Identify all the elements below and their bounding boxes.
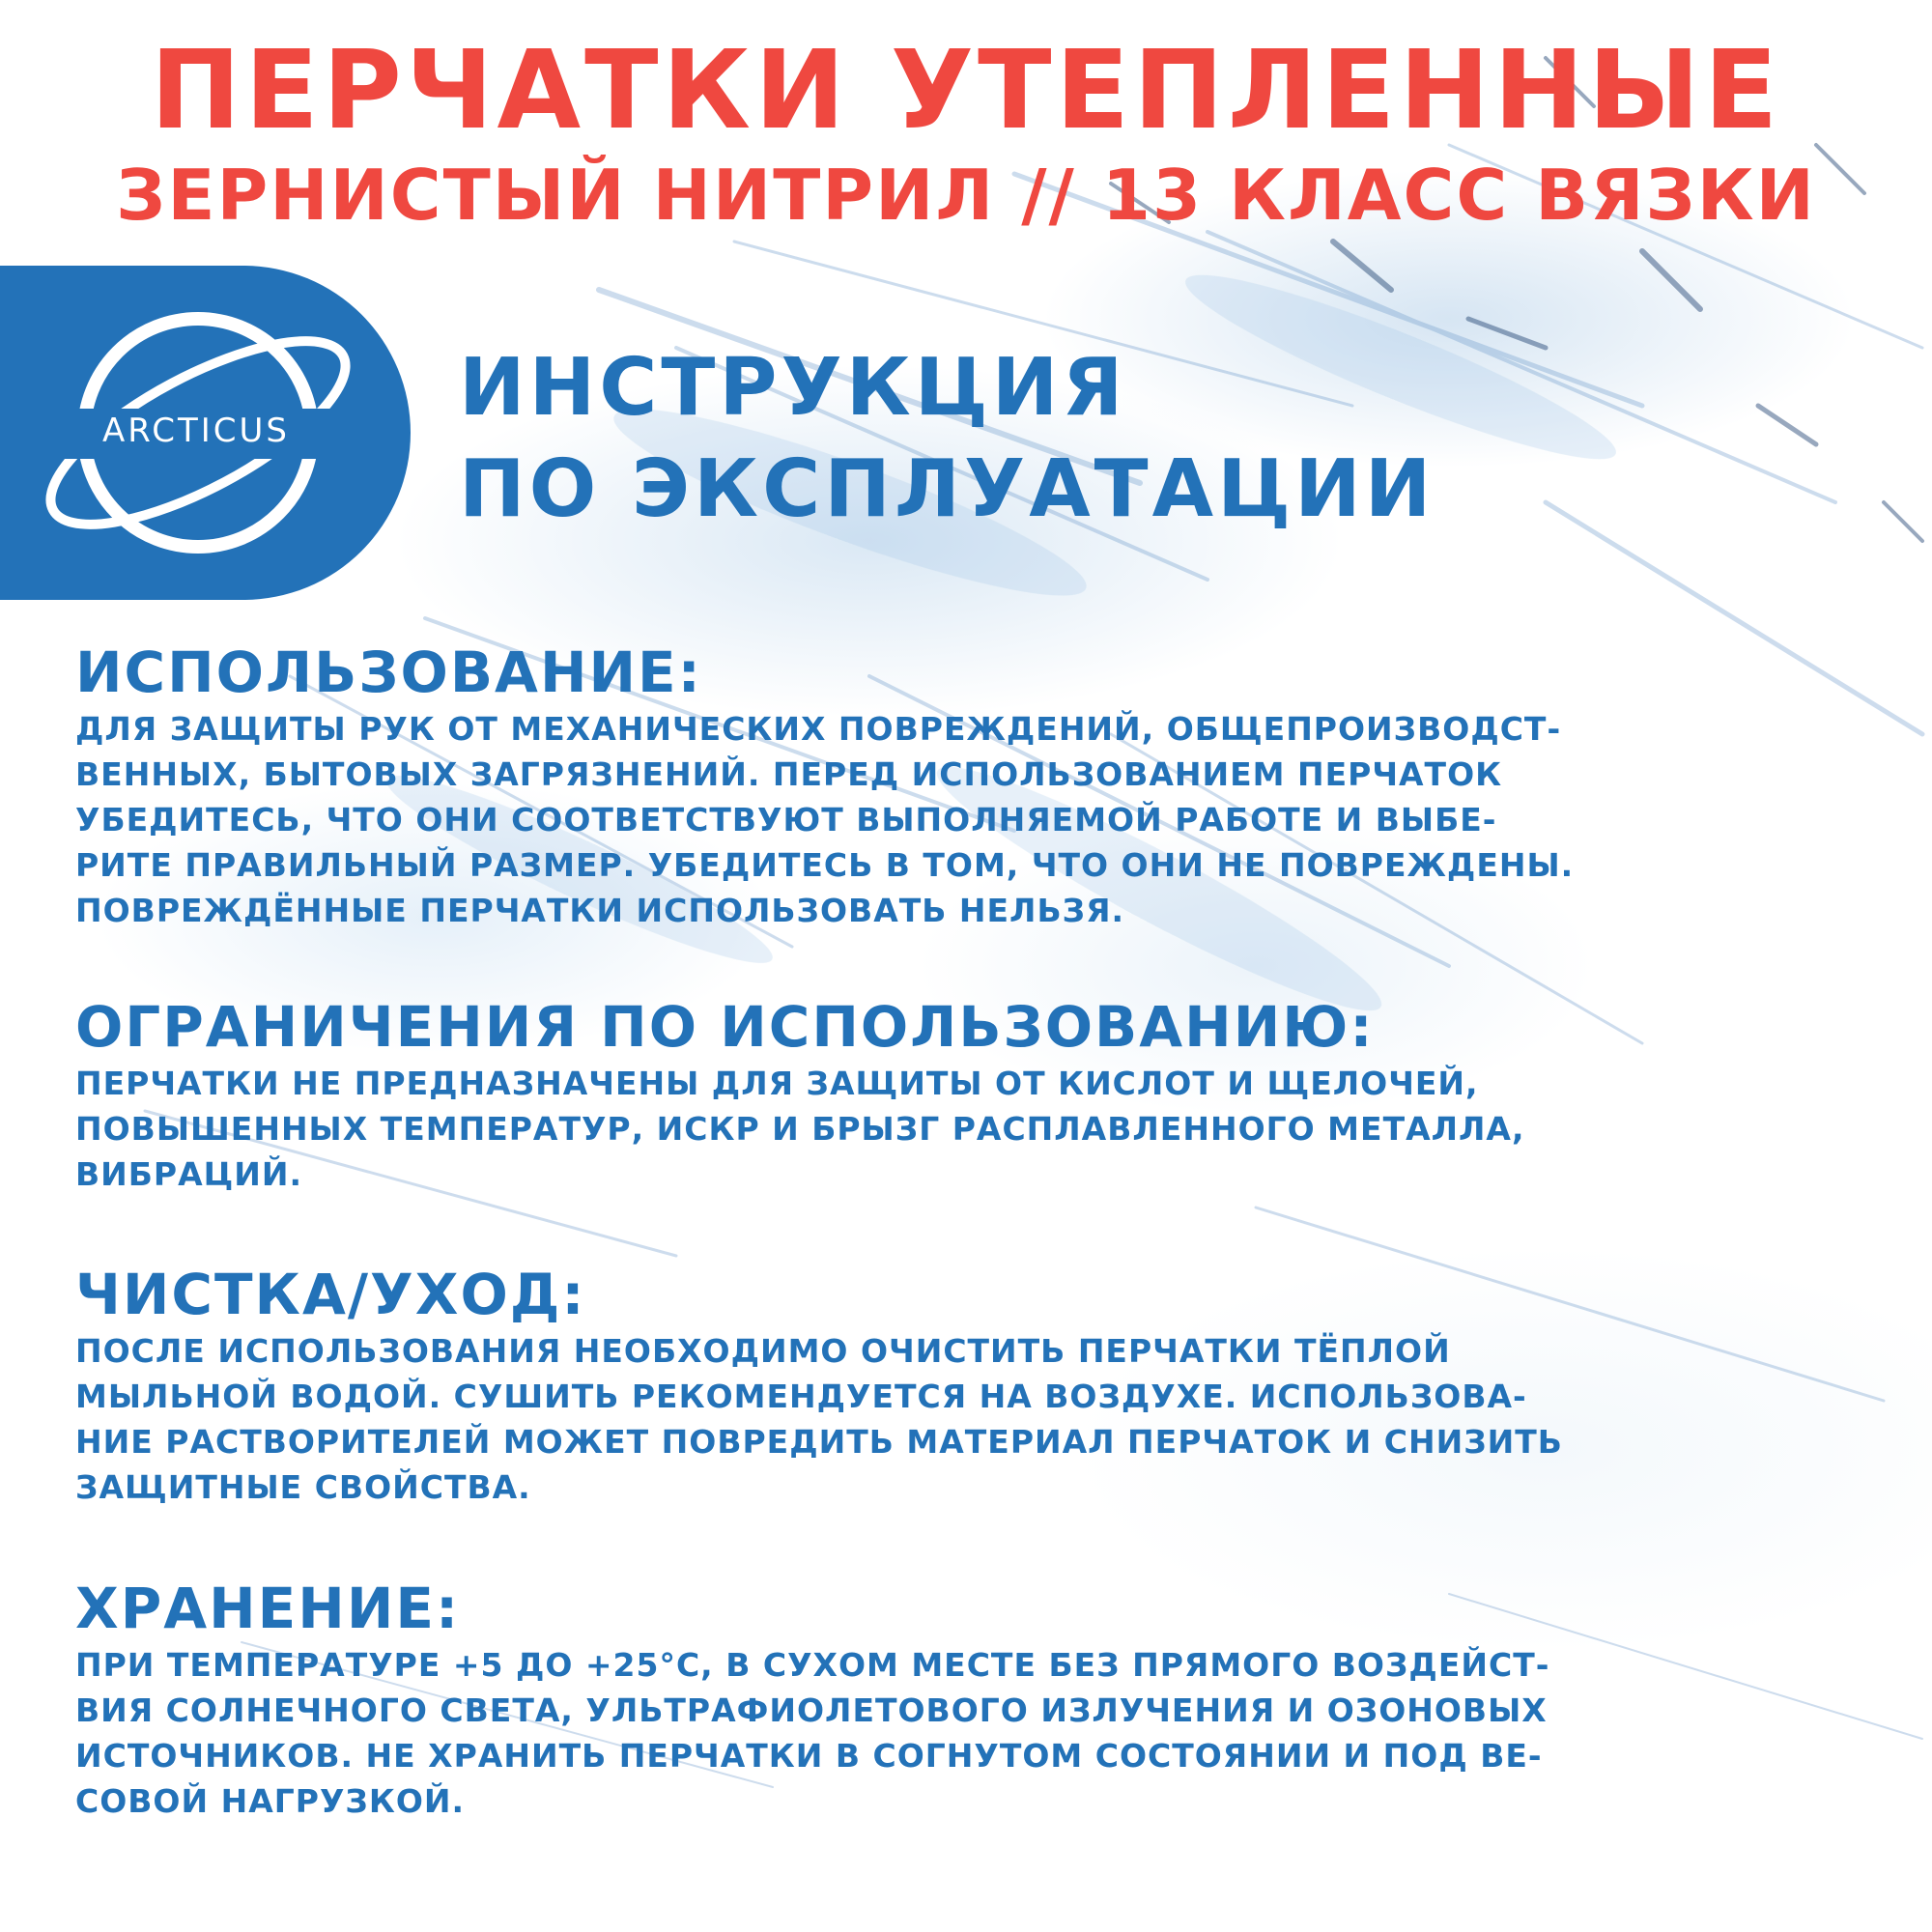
section-text-line: ПРИ ТЕМПЕРАТУРЕ +5 ДО +25°С, В СУХОМ МЕСТЕ БЕЗ ПРЯМОГО ВОЗДЕЙСТ- xyxy=(75,1646,1550,1684)
section-usage-title: ИСПОЛЬЗОВАНИЕ: xyxy=(75,639,702,705)
section-text-line: ПОВЫШЕННЫХ ТЕМПЕРАТУР, ИСКР И БРЫЗГ РАСПЛАВЛЕННОГО МЕТАЛЛА, xyxy=(75,1110,1525,1148)
section-text-line: ПОСЛЕ ИСПОЛЬЗОВАНИЯ НЕОБХОДИМО ОЧИСТИТЬ ПЕРЧАТКИ ТЁПЛОЙ xyxy=(75,1332,1451,1370)
instruction-heading-line1: ИНСТРУКЦИЯ xyxy=(459,342,1127,434)
section-care-body xyxy=(75,1328,1891,1510)
section-care-title: ЧИСТКА/УХОД: xyxy=(75,1262,586,1327)
section-usage-body xyxy=(75,706,1891,933)
section-text-line: ПЕРЧАТКИ НЕ ПРЕДНАЗНАЧЕНЫ ДЛЯ ЗАЩИТЫ ОТ КИСЛОТ И ЩЕЛОЧЕЙ, xyxy=(75,1065,1479,1102)
instruction-heading-line2: ПО ЭКСПЛУАТАЦИИ xyxy=(459,443,1435,535)
section-text-line: СОВОЙ НАГРУЗКОЙ. xyxy=(75,1782,466,1820)
section-text-line: РИТЕ ПРАВИЛЬНЫЙ РАЗМЕР. УБЕДИТЕСЬ В ТОМ, ЧТО ОНИ НЕ ПОВРЕЖДЕНЫ. xyxy=(75,846,1575,884)
section-text-line: ИСТОЧНИКОВ. НЕ ХРАНИТЬ ПЕРЧАТКИ В СОГНУТОМ СОСТОЯНИИ И ПОД ВЕ- xyxy=(75,1737,1543,1775)
page-subtitle: ЗЕРНИСТЫЙ НИТРИЛ // 13 КЛАСС ВЯЗКИ xyxy=(116,155,1816,236)
section-restrictions-title: ОГРАНИЧЕНИЯ ПО ИСПОЛЬЗОВАНИЮ: xyxy=(75,994,1375,1060)
section-text-line: ПОВРЕЖДЁННЫЕ ПЕРЧАТКИ ИСПОЛЬЗОВАТЬ НЕЛЬЗЯ. xyxy=(75,892,1125,929)
section-text-line: МЫЛЬНОЙ ВОДОЙ. СУШИТЬ РЕКОМЕНДУЕТСЯ НА ВОЗДУХЕ. ИСПОЛЬЗОВА- xyxy=(75,1378,1527,1415)
section-storage-body xyxy=(75,1642,1891,1824)
section-restrictions-body xyxy=(75,1061,1891,1197)
brand-name: ARCTICUS xyxy=(102,412,290,450)
section-text-line: ВИБРАЦИЙ. xyxy=(75,1155,303,1193)
section-text-line: ВЕННЫХ, БЫТОВЫХ ЗАГРЯЗНЕНИЙ. ПЕРЕД ИСПОЛЬЗОВАНИЕМ ПЕРЧАТОК xyxy=(75,755,1503,793)
section-text-line: ЗАЩИТНЫЕ СВОЙСТВА. xyxy=(75,1468,531,1506)
section-text-line: ВИЯ СОЛНЕЧНОГО СВЕТА, УЛЬТРАФИОЛЕТОВОГО ИЗЛУЧЕНИЯ И ОЗОНОВЫХ xyxy=(75,1691,1548,1729)
section-text-line: ДЛЯ ЗАЩИТЫ РУК ОТ МЕХАНИЧЕСКИХ ПОВРЕЖДЕНИЙ, ОБЩЕПРОИЗВОДСТ- xyxy=(75,710,1562,748)
section-text-line: УБЕДИТЕСЬ, ЧТО ОНИ СООТВЕТСТВУЮТ ВЫПОЛНЯЕМОЙ РАБОТЕ И ВЫБЕ- xyxy=(75,801,1497,838)
section-storage-title: ХРАНЕНИЕ: xyxy=(75,1576,461,1641)
section-text-line: НИЕ РАСТВОРИТЕЛЕЙ МОЖЕТ ПОВРЕДИТЬ МАТЕРИАЛ ПЕРЧАТОК И СНИЗИТЬ xyxy=(75,1423,1563,1461)
page-title: ПЕРЧАТКИ УТЕПЛЕННЫЕ xyxy=(150,28,1782,154)
